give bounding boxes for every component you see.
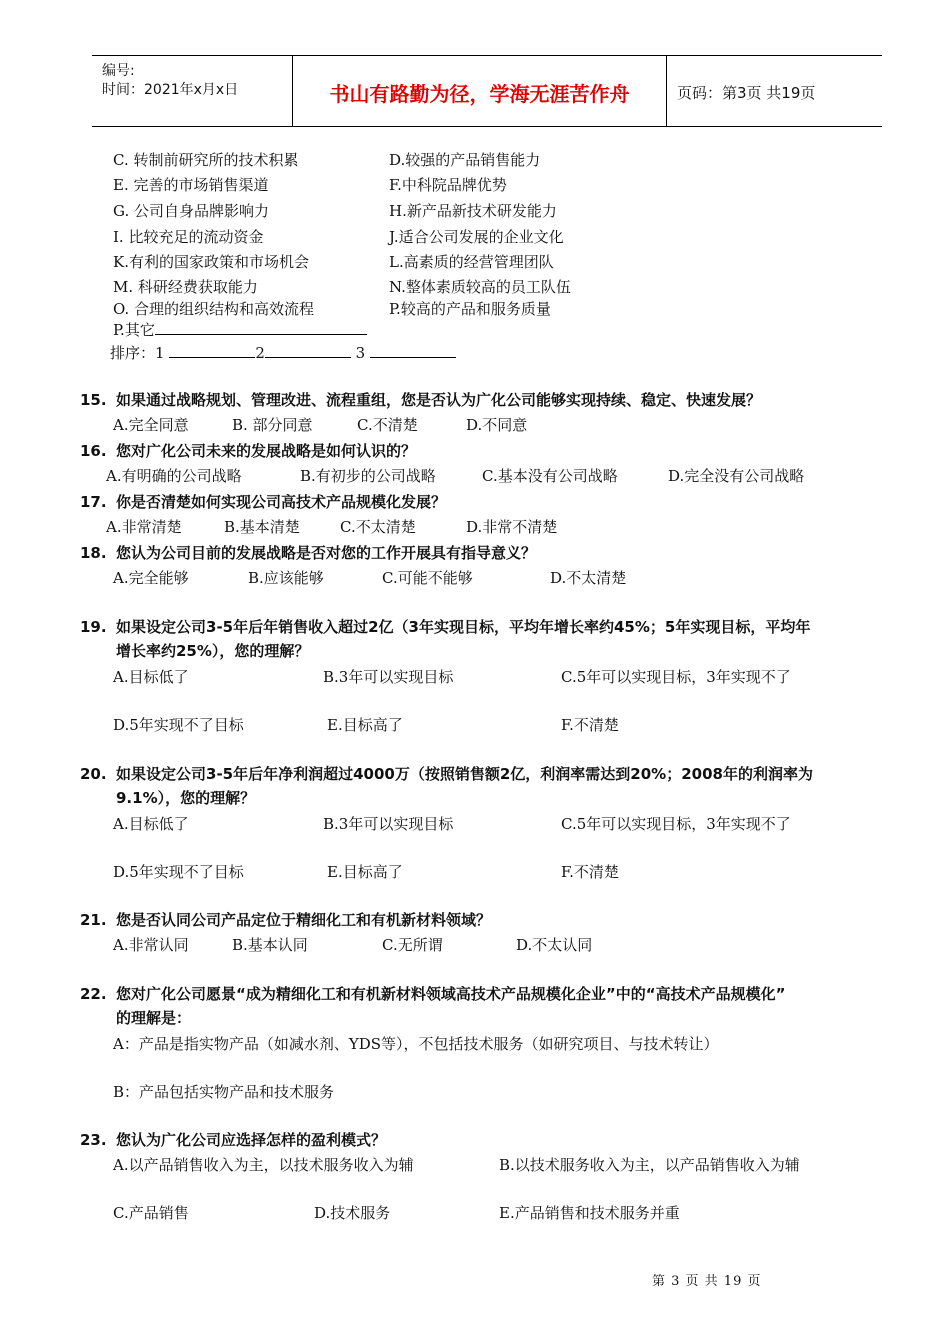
q14-option-n: N.整体素质较高的员工队伍	[389, 278, 571, 296]
q14-option-i: I. 比较充足的流动资金	[113, 228, 264, 246]
q21-option-c[interactable]: C.无所谓	[382, 936, 443, 954]
rank-2-label: 2	[255, 344, 265, 362]
q21-option-a[interactable]: A.非常认同	[113, 936, 189, 954]
question-text: 如果通过战略规划、管理改进、流程重组，您是否认为广化公司能够实现持续、稳定、快速发展？	[116, 391, 762, 409]
q15-option-a[interactable]: A.完全同意	[113, 416, 189, 434]
q14-option-k: K.有利的国家政策和市场机会	[113, 253, 309, 271]
q14-other-option	[113, 320, 367, 340]
q16-option-a[interactable]: A.有明确的公司战略	[106, 467, 242, 485]
document-number-label: 编号:	[102, 63, 135, 79]
q15-option-b[interactable]: B. 部分同意	[232, 416, 313, 434]
question-16	[80, 441, 416, 461]
q15-option-d[interactable]: D.不同意	[466, 416, 528, 434]
q14-option-p: P.较高的产品和服务质量	[389, 300, 551, 318]
q14-other-label: P.其它	[113, 321, 155, 339]
q17-option-b[interactable]: B.基本清楚	[224, 518, 300, 536]
q20-option-c[interactable]: C.5年可以实现目标，3年实现不了	[561, 815, 791, 833]
q18-option-a[interactable]: A.完全能够	[113, 569, 189, 587]
q19-option-f[interactable]: F.不清楚	[561, 716, 619, 734]
question-text: 您认为广化公司应选择怎样的盈利模式？	[116, 1131, 387, 1149]
q23-option-b[interactable]: B.以技术服务收入为主，以产品销售收入为辅	[499, 1156, 800, 1174]
rank-label: 排序：1	[110, 344, 165, 362]
q23-option-a[interactable]: A.以产品销售收入为主，以技术服务收入为辅	[113, 1156, 414, 1174]
question-22-line-2: 的理解是：	[116, 1009, 192, 1027]
q16-option-c[interactable]: C.基本没有公司战略	[482, 467, 618, 485]
q14-option-m: M. 科研经费获取能力	[113, 278, 258, 296]
header-page-cell	[667, 56, 882, 126]
q14-option-o: O. 合理的组织结构和高效流程	[113, 300, 314, 318]
question-15	[80, 390, 761, 410]
question-number: 19.	[80, 618, 107, 636]
q21-option-d[interactable]: D.不太认同	[516, 936, 593, 954]
question-22	[80, 984, 785, 1004]
q14-other-blank[interactable]	[155, 320, 367, 335]
q20-option-d[interactable]: D.5年实现不了目标	[113, 863, 244, 881]
q17-option-a[interactable]: A.非常清楚	[106, 518, 182, 536]
q19-option-a[interactable]: A.目标低了	[113, 668, 189, 686]
question-19-line-2: 增长率约25%），您的理解？	[116, 642, 310, 660]
q20-option-e[interactable]: E.目标高了	[327, 863, 403, 881]
question-text: 您是否认同公司产品定位于精细化工和有机新材料领域？	[116, 911, 492, 929]
question-text: 您认为公司目前的发展战略是否对您的工作开展具有指导意义？	[116, 544, 537, 562]
header-page-number: 页码：第3页 共19页	[677, 84, 816, 102]
q16-option-d[interactable]: D.完全没有公司战略	[668, 467, 805, 485]
page-header	[92, 55, 882, 127]
q22-option-a[interactable]: A：产品是指实物产品（如减水剂、YDS等），不包括技术服务（如研究项目、与技术转让）	[113, 1035, 719, 1053]
q20-option-f[interactable]: F.不清楚	[561, 863, 619, 881]
question-21	[80, 910, 491, 930]
q14-option-c: C. 转制前研究所的技术积累	[113, 151, 299, 169]
q19-option-c[interactable]: C.5年可以实现目标，3年实现不了	[561, 668, 791, 686]
q19-option-d[interactable]: D.5年实现不了目标	[113, 716, 244, 734]
question-text-line-1: 如果设定公司3-5年后年净利润超过4000万（按照销售额2亿，利润率需达到20%；2008年的利润率为	[116, 765, 813, 783]
question-number: 20.	[80, 765, 107, 783]
rank-3-label: 3	[355, 344, 366, 362]
question-23	[80, 1130, 386, 1150]
q21-option-b[interactable]: B.基本认同	[232, 936, 308, 954]
question-number: 23.	[80, 1131, 107, 1149]
question-20-line-2: 9.1%），您的理解？	[116, 789, 256, 807]
q14-option-h: H.新产品新技术研发能力	[389, 202, 557, 220]
q15-option-c[interactable]: C.不清楚	[357, 416, 418, 434]
q14-option-e: E. 完善的市场销售渠道	[113, 176, 269, 194]
q16-option-b[interactable]: B.有初步的公司战略	[300, 467, 436, 485]
q18-option-b[interactable]: B.应该能够	[248, 569, 324, 587]
rank-2-blank[interactable]	[265, 343, 351, 358]
q19-option-e[interactable]: E.目标高了	[327, 716, 403, 734]
q23-option-e[interactable]: E.产品销售和技术服务并重	[499, 1204, 680, 1222]
q19-option-b[interactable]: B.3年可以实现目标	[323, 668, 454, 686]
question-number: 22.	[80, 985, 107, 1003]
q14-ranking	[110, 343, 456, 363]
question-number: 15.	[80, 391, 107, 409]
question-text: 你是否清楚如何实现公司高技术产品规模化发展？	[116, 493, 447, 511]
q17-option-c[interactable]: C.不太清楚	[340, 518, 416, 536]
q14-option-j: J.适合公司发展的企业文化	[389, 228, 564, 246]
question-number: 17.	[80, 493, 107, 511]
page-footer: 第 3 页 共 19 页	[652, 1274, 762, 1289]
question-20	[80, 764, 813, 784]
q14-option-d: D.较强的产品销售能力	[389, 151, 541, 169]
document-time-label: 时间：2021年x月x日	[102, 82, 239, 98]
q23-option-c[interactable]: C.产品销售	[113, 1204, 189, 1222]
q14-option-f: F.中科院品牌优势	[389, 176, 507, 194]
q18-option-c[interactable]: C.可能不能够	[382, 569, 473, 587]
q22-option-b[interactable]: B：产品包括实物产品和技术服务	[113, 1083, 335, 1101]
question-17	[80, 492, 446, 512]
rank-3-blank[interactable]	[370, 343, 456, 358]
question-text-line-1: 如果设定公司3-5年后年销售收入超过2亿（3年实现目标，平均年增长率约45%；5年实现目标，平均年	[116, 618, 811, 636]
header-motto: 书山有路勤为径，学海无涯苦作舟	[329, 82, 630, 106]
question-number: 18.	[80, 544, 107, 562]
q23-option-d[interactable]: D.技术服务	[314, 1204, 391, 1222]
q14-option-l: L.高素质的经营管理团队	[389, 253, 554, 271]
q17-option-d[interactable]: D.非常不清楚	[466, 518, 558, 536]
question-18	[80, 543, 536, 563]
question-19	[80, 617, 810, 637]
q14-option-g: G. 公司自身品牌影响力	[113, 202, 269, 220]
question-text: 您对广化公司未来的发展战略是如何认识的？	[116, 442, 417, 460]
question-number: 21.	[80, 911, 107, 929]
q18-option-d[interactable]: D.不太清楚	[550, 569, 627, 587]
q20-option-a[interactable]: A.目标低了	[113, 815, 189, 833]
question-text-line-1: 您对广化公司愿景“成为精细化工和有机新材料领域高技术产品规模化企业”中的“高技术产品规模化”	[116, 985, 786, 1003]
question-number: 16.	[80, 442, 107, 460]
rank-1-blank[interactable]	[169, 343, 255, 358]
header-motto-cell	[293, 56, 667, 126]
q20-option-b[interactable]: B.3年可以实现目标	[323, 815, 454, 833]
header-meta-cell	[92, 56, 293, 126]
